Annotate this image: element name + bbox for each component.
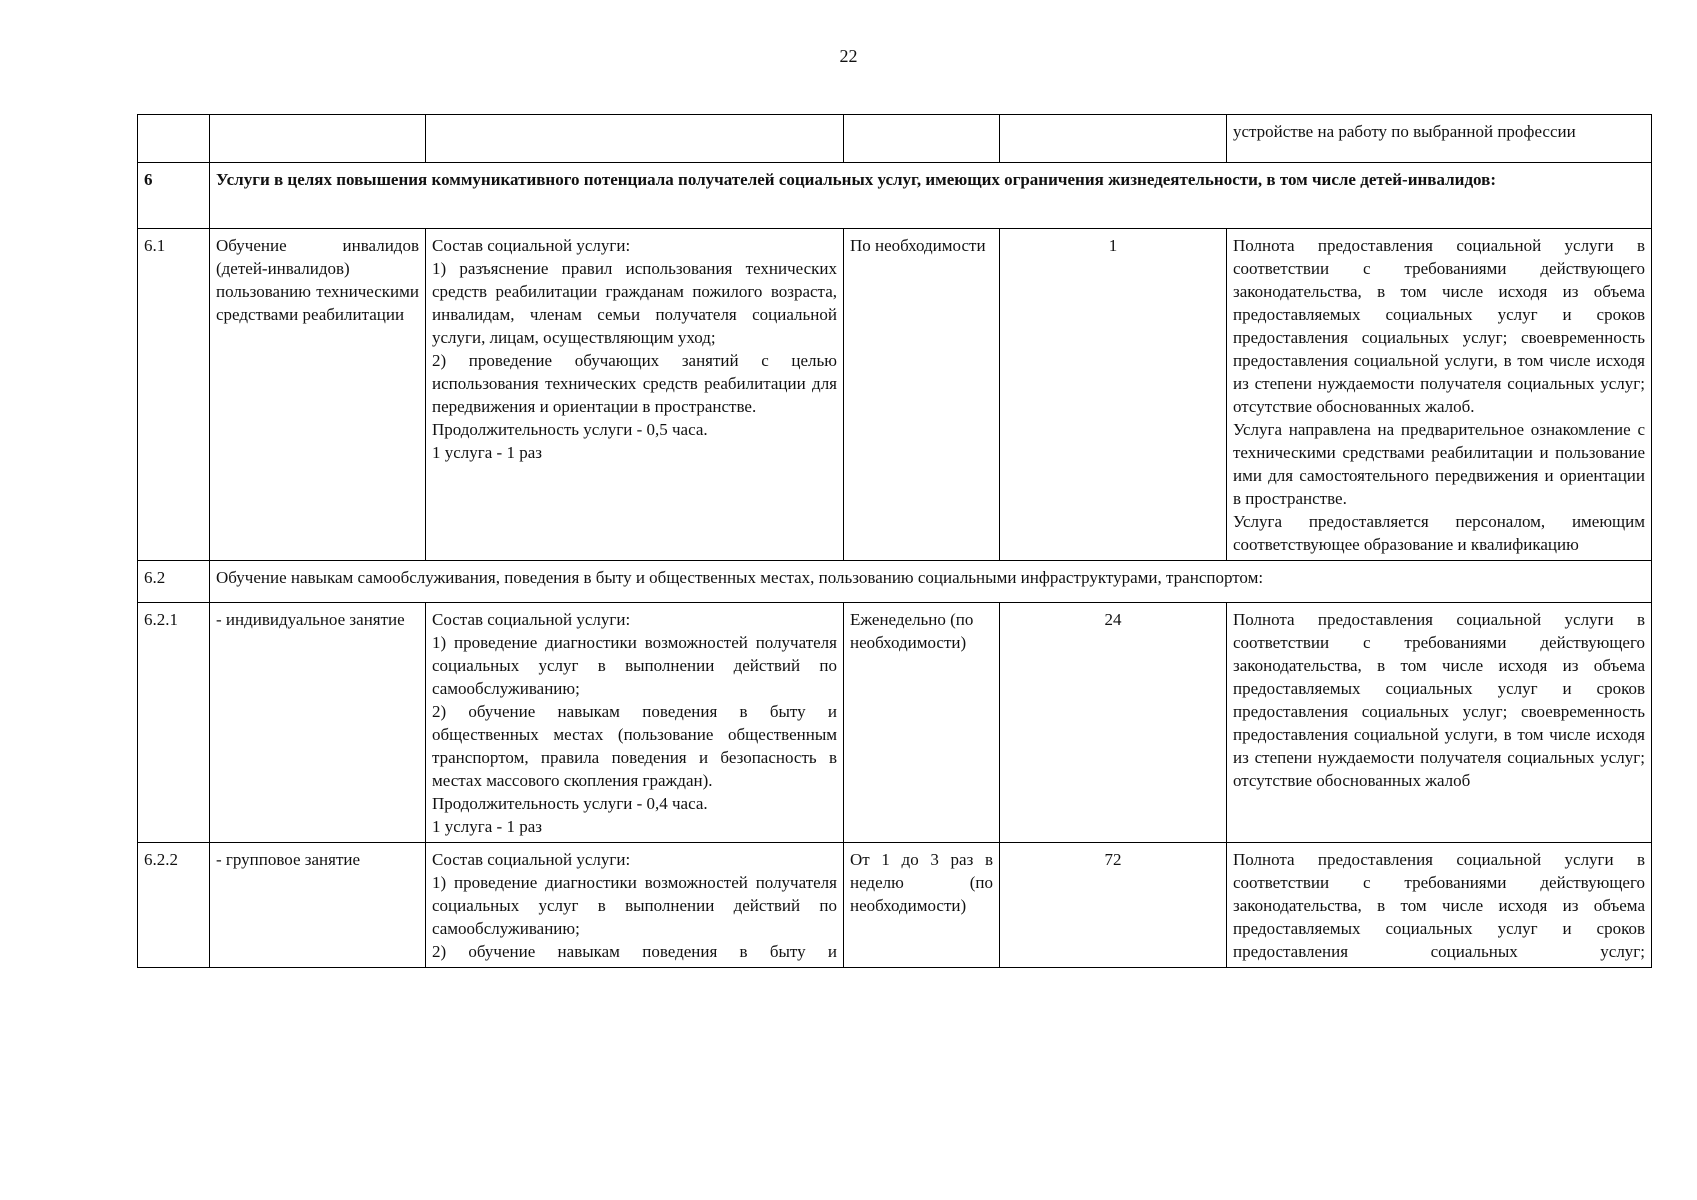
cell-periodicity [844,115,1000,163]
cell-name: - индивидуальное занятие [210,603,426,843]
cell-volume [1000,115,1227,163]
description-line: Состав социальной услуги: [432,610,631,629]
description-line: 2) обучение навыкам поведения в быту и [432,942,837,961]
cell-num: 6.1 [138,229,210,561]
table-row-6-1 [138,229,1652,561]
description-line: Состав социальной услуги: [432,236,631,255]
description-line: 1) разъяснение правил использования технических средств реабилитации гражданам пожилого возраста, инвалидам, членам семьи получателя социальной услуги, лицам, осуществляющим уход; [432,259,837,347]
subsection-title: Обучение навыкам самообслуживания, поведения в быту и общественных местах, пользованию социальными инфраструктурами, транспортом: [210,561,1652,603]
section-row-6 [138,163,1652,229]
result-paragraph: Полнота предоставления социальной услуги в соответствии с требованиями действующего законодательства, в том числе исходя из объема предоставляемых социальных услуг и сроков предоставления социальных услуг; своевременность предоставления социальной услуги, в том числе исходя из степени нуждаемости получателя социальных услуг; отсутствие обоснованных жалоб [1233,610,1645,790]
description-line: 2) проведение обучающих занятий с целью использования технических средств реабилитации для передвижения и ориентации в пространстве. [432,351,837,416]
cell-volume: 24 [1000,603,1227,843]
cell-num: 6.2.2 [138,843,210,968]
cell-periodicity: От 1 до 3 раз в неделю (по необходимости) [844,843,1000,968]
cell-name: - групповое занятие [210,843,426,968]
result-paragraph: Полнота предоставления социальной услуги в соответствии с требованиями действующего законодательства, в том числе исходя из объема предоставляемых социальных услуг и сроков предоставления социальных услуг; своевременность предоставления социальной услуги, в том числе исходя из степени нуждаемости получателя социальных услуг; отсутствие обоснованных жалоб. [1233,236,1645,416]
cell-num: 6.2 [138,561,210,603]
cell-description [426,603,844,843]
description-line: 2) обучение навыкам поведения в быту и общественных местах (пользование общественным транспортом, правила поведения и безопасность в местах массового скопления граждан). [432,702,837,790]
description-line: 1 услуга - 1 раз [432,817,542,836]
cell-result [1227,229,1652,561]
cell-name: Обучение инвалидов (детей-инвалидов) пользованию техническими средствами реабилитации [210,229,426,561]
result-paragraph: Полнота предоставления социальной услуги в соответствии с требованиями действующего законодательства, в том числе исходя из объема предоставляемых социальных услуг и сроков предоставления социальных услуг; [1233,850,1645,961]
cell-description [426,843,844,968]
description-line: 1) проведение диагностики возможностей получателя социальных услуг в выполнении действий по самообслуживанию; [432,873,837,938]
cell-periodicity: Еженедельно (по необходимости) [844,603,1000,843]
description-line: 1 услуга - 1 раз [432,443,542,462]
services-table [137,114,1652,968]
cell-result [1227,843,1652,968]
table-row-continuation [138,115,1652,163]
description-line: Продолжительность услуги - 0,4 часа. [432,794,708,813]
subsection-row-6-2 [138,561,1652,603]
result-paragraph: Услуга направлена на предварительное ознакомление с техническими средствами реабилитации и пользование ими для самостоятельного передвижения и ориентации в пространстве. [1233,420,1645,508]
cell-volume: 72 [1000,843,1227,968]
cell-result: устройстве на работу по выбранной профессии [1227,115,1652,163]
description-line: Продолжительность услуги - 0,5 часа. [432,420,708,439]
section-number: 6 [138,163,210,229]
table-row-6-2-1 [138,603,1652,843]
result-paragraph: Услуга предоставляется персоналом, имеющим соответствующее образование и квалификацию [1233,512,1645,554]
section-title: Услуги в целях повышения коммуникативного потенциала получателей социальных услуг, имеющих ограничения жизнедеятельности, в том числе детей-инвалидов: [210,163,1652,229]
cell-num [138,115,210,163]
cell-name [210,115,426,163]
cell-periodicity: По необходимости [844,229,1000,561]
description-line: Состав социальной услуги: [432,850,631,869]
cell-result [1227,603,1652,843]
cell-num: 6.2.1 [138,603,210,843]
cell-volume: 1 [1000,229,1227,561]
table-row-6-2-2 [138,843,1652,968]
page-number: 22 [839,46,858,66]
description-line: 1) проведение диагностики возможностей получателя социальных услуг в выполнении действий по самообслуживанию; [432,633,837,698]
cell-description [426,229,844,561]
cell-description [426,115,844,163]
